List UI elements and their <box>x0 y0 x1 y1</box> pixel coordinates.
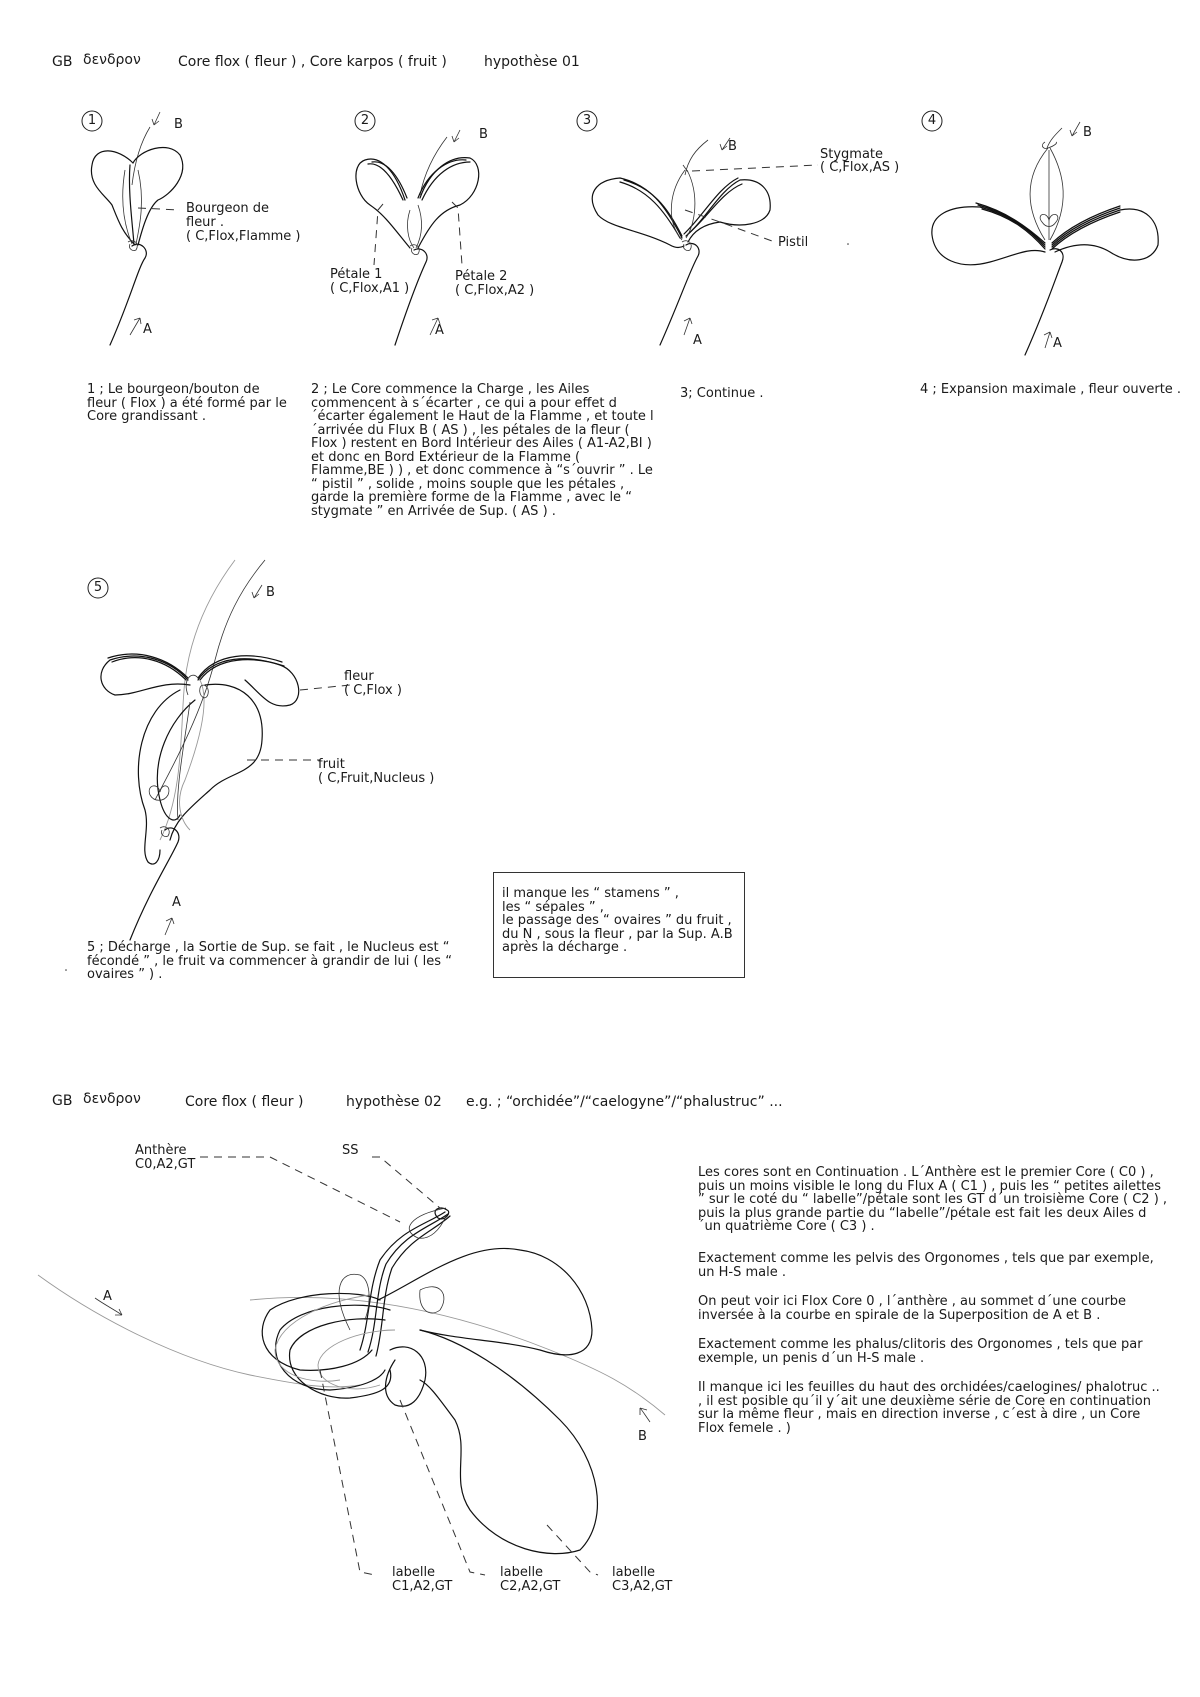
stage-5-drawing <box>101 560 299 940</box>
stage-2-caption: 2 ; Le Core commence la Charge , les Ailes commencent à s´écarter , ce qui a pour effet d ´écarter également le Haut de la Flamme , et toute l´arrivée du Flux B ( AS ) , les pétales de la fleur ( Flox ) restent en Bord Intérieur des Ailes ( A1-A2,BI ) et donc en Bord Extérieur de la Flamme ( Flamme,BE ) ) , et donc commence à “s´ouvrir ” . Le “ pistil ” , solide , moins souple que les pétales , garde la première forme de la Flamme , avec le “ stygmate ” en Arrivée de Sup. ( AS ) . <box>311 382 654 519</box>
fleur-leader-line <box>300 685 350 690</box>
petale-2-label-line2: ( C,Flox,A2 ) <box>455 283 535 298</box>
stage-1-flux-a: A <box>143 322 152 337</box>
labelle-c2-leader-line <box>400 1400 485 1575</box>
ss-label: SS <box>342 1143 359 1158</box>
pistil-leader-line <box>685 210 772 241</box>
header-2-gb: GB <box>52 1093 73 1109</box>
stygmate-label-line1: Stygmate <box>820 147 884 162</box>
petale-1-leader-line <box>374 204 383 265</box>
stage-5-caption: 5 ; Décharge , la Sortie de Sup. se fait , le Nucleus est “ fécondé ” , le fruit va commencer à grandir de lui ( les “ ovaires ” ) . <box>87 940 452 982</box>
header-1-hypothesis: hypothèse 01 <box>484 54 580 70</box>
orchid-flux-b: B <box>638 1429 647 1444</box>
anthere-label-line2: C0,A2,GT <box>135 1157 196 1172</box>
stage-1-flux-b: B <box>174 117 183 132</box>
header-1-greek: δενδρον <box>83 52 141 68</box>
anthere-leader-line <box>200 1157 400 1222</box>
stage-2-flux-a: A <box>435 323 444 338</box>
stage-4-drawing <box>932 122 1158 355</box>
labelle-c3-line1: labelle <box>612 1565 656 1580</box>
petale-1-label-line2: ( C,Flox,A1 ) <box>330 281 410 296</box>
stage-4-number: 4 <box>927 113 937 128</box>
labelle-c3-leader-line <box>547 1525 598 1575</box>
description-paragraph-1: Les cores sont en Continuation . L´Anthère est le premier Core ( C0 ) , puis un moins visible le long du Flux A ( C1 ) , puis les “ petites ailettes ” sur le coté du “ labelle”/pétale sont les GT d´un troisième Core ( C2 ) , puis la plus grande partie du “labelle”/pétale est fait les deux Ailes d´un quatrième Core ( C3 ) . <box>698 1165 1168 1234</box>
labelle-c3-line2: C3,A2,GT <box>612 1579 673 1594</box>
header-2-hypothesis: hypothèse 02 <box>346 1094 442 1110</box>
header-2-greek: δενδρον <box>83 1091 141 1107</box>
stage-2-number: 2 <box>360 113 370 128</box>
stray-dot <box>65 969 67 971</box>
stage-4-flux-b: B <box>1083 125 1092 140</box>
stage-1-bud-drawing <box>91 112 182 345</box>
bourgeon-label-line1: Bourgeon de <box>186 201 270 216</box>
stage-2-drawing <box>356 130 479 345</box>
pistil-label: Pistil <box>778 235 809 250</box>
header-1-gb: GB <box>52 54 73 70</box>
stage-3-caption: 3; Continue . <box>680 386 764 401</box>
stage-1-leader-line <box>138 208 180 210</box>
bourgeon-label-line3: ( C,Flox,Flamme ) <box>186 229 301 244</box>
labelle-c1-line1: labelle <box>392 1565 436 1580</box>
stage-2-flux-b: B <box>479 127 488 142</box>
fleur-label-line1: fleur <box>344 669 374 684</box>
description-paragraph-3: On peut voir ici Flox Core 0 , l´anthère , au sommet d´une courbe inversée à la courbe en spirale de la Superposition de A et B . <box>698 1294 1126 1323</box>
fruit-label-line1: fruit <box>318 757 345 772</box>
header-2-title: Core flox ( fleur ) <box>185 1094 304 1110</box>
labelle-c2-line1: labelle <box>500 1565 544 1580</box>
ss-leader-line <box>372 1157 440 1208</box>
stygmate-label-line2: ( C,Flox,AS ) <box>820 160 900 175</box>
header-2-examples: e.g. ; “orchidée”/“caelogyne”/“phalustruc” ... <box>466 1094 783 1110</box>
stage-3-number: 3 <box>582 113 592 128</box>
petale-2-label-line1: Pétale 2 <box>455 269 508 284</box>
stage-5-flux-b: B <box>266 585 275 600</box>
stage-1-caption: 1 ; Le bourgeon/bouton de fleur ( Flox ) a été formé par le Core grandissant . <box>87 382 287 424</box>
petale-2-leader-line <box>452 202 462 265</box>
stage-5-flux-a: A <box>172 895 181 910</box>
missing-parts-note-text: il manque les “ stamens ” , les “ sépales ” , le passage des “ ovaires ” du fruit , du N , sous la fleur , par la Sup. A.B après la décharge . <box>502 886 733 955</box>
stage-3-flux-b: B <box>728 139 737 154</box>
orchid-flux-a: A <box>103 1289 112 1304</box>
anthere-label-line1: Anthère <box>135 1143 187 1158</box>
bourgeon-label-line2: fleur . <box>186 215 225 230</box>
stage-4-caption: 4 ; Expansion maximale , fleur ouverte . <box>920 382 1182 397</box>
fleur-label-line2: ( C,Flox ) <box>344 683 402 698</box>
stray-dot <box>847 243 849 245</box>
description-paragraph-2: Exactement comme les pelvis des Orgonomes , tels que par exemple, un H-S male . <box>698 1251 1154 1280</box>
petale-1-label-line1: Pétale 1 <box>330 267 383 282</box>
labelle-c1-line2: C1,A2,GT <box>392 1579 453 1594</box>
stage-3-drawing <box>592 138 770 345</box>
labelle-c2-line2: C2,A2,GT <box>500 1579 561 1594</box>
stygmate-leader-line <box>692 165 818 171</box>
stage-4-flux-a: A <box>1053 336 1062 351</box>
fruit-label-line2: ( C,Fruit,Nucleus ) <box>318 771 435 786</box>
stage-1-number: 1 <box>87 113 97 128</box>
header-1-title: Core flox ( fleur ) , Core karpos ( fruit ) <box>178 54 447 70</box>
labelle-c1-leader-line <box>320 1370 375 1575</box>
description-paragraph-5: Il manque ici les feuilles du haut des orchidées/caelogines/ phalotruc .. , il est posible qu´il y´ait une deuxième série de Core en continuation sur la même fleur , mais en direction inverse , c´est à dire , un Core Flox femele . ) <box>698 1380 1160 1436</box>
orchid-drawing <box>38 1208 665 1554</box>
stage-3-flux-a: A <box>693 333 702 348</box>
stage-5-number: 5 <box>93 580 103 595</box>
missing-parts-note-box <box>493 872 745 978</box>
description-paragraph-4: Exactement comme les phalus/clitoris des Orgonomes , tels que par exemple, un penis d´un H-S male . <box>698 1337 1143 1366</box>
